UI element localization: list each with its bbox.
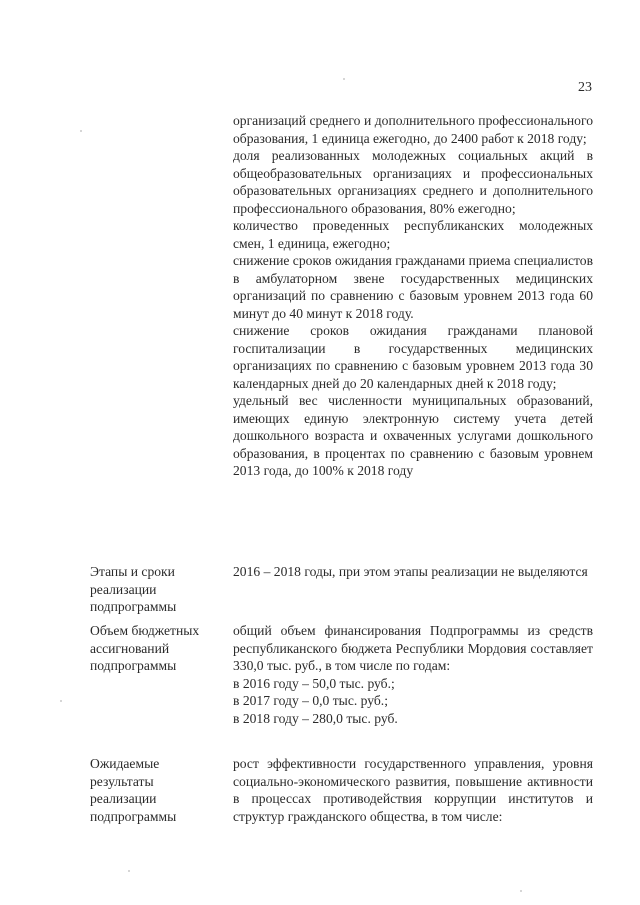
results-label: Ожидаемые результаты реализации подпрограммы	[90, 756, 177, 824]
scan-speck	[343, 78, 345, 80]
budget-label: Объем бюджетных ассигнований подпрограммы	[90, 623, 200, 673]
target-paragraph: организаций среднего и дополнительного профессионального образования, 1 единица ежегодно, до 2400 работ к 2018 году;	[233, 113, 593, 146]
page-number: 23	[578, 80, 592, 95]
scan-speck	[80, 130, 82, 132]
stages-label: Этапы и сроки реализации подпрограммы	[90, 564, 177, 614]
target-paragraph: количество проведенных республиканских молодежных смен, 1 единица, ежегодно;	[233, 218, 593, 251]
results-text: рост эффективности государственного управления, уровня социально-экономического развития, повышение активности в процессах противодействия коррупции институтов и структур гражданского общества, в том числе:	[233, 756, 593, 824]
budget-content	[233, 622, 593, 727]
stages-content	[233, 563, 593, 581]
results-content	[233, 755, 593, 825]
target-paragraph: снижение сроков ожидания гражданами плановой госпитализации в государственных медицинских организациях по сравнению с базовым уровнем 2013 года 30 календарных дней до 20 календарных дней к 2018 году;	[233, 323, 593, 391]
scan-speck	[128, 870, 130, 872]
budget-year-line: в 2017 году – 0,0 тыс. руб.;	[233, 693, 388, 708]
scan-speck	[520, 890, 522, 892]
budget-intro: общий объем финансирования Подпрограммы из средств республиканского бюджета Республики Мордовия составляет 330,0 тыс. руб., в том числе по годам:	[233, 623, 593, 673]
target-paragraph: снижение сроков ожидания гражданами приема специалистов в амбулаторном звене государственных медицинских организаций по сравнению с базовым уровнем 2013 года 60 минут до 40 минут к 2018 году.	[233, 253, 594, 321]
budget-year-line: в 2018 году – 280,0 тыс. руб.	[233, 710, 398, 726]
stages-text: 2016 – 2018 годы, при этом этапы реализации не выделяются	[233, 564, 588, 579]
target-paragraph: доля реализованных молодежных социальных акций в общеобразовательных организациях и профессиональных образовательных организациях среднего и дополнительного профессионального образования, 80% ежегодно;	[233, 148, 593, 216]
budget-year-line: в 2016 году – 50,0 тыс. руб.;	[233, 675, 395, 691]
targets-continuation	[233, 112, 593, 480]
target-paragraph: удельный вес численности муниципальных образований, имеющих единую электронную систему учета детей дошкольного возраста и охваченных услугами дошкольного образования, в процентах по сравнению с базовым уровнем 2013 года, до 100% к 2018 году	[233, 393, 593, 478]
scan-speck	[60, 700, 62, 702]
